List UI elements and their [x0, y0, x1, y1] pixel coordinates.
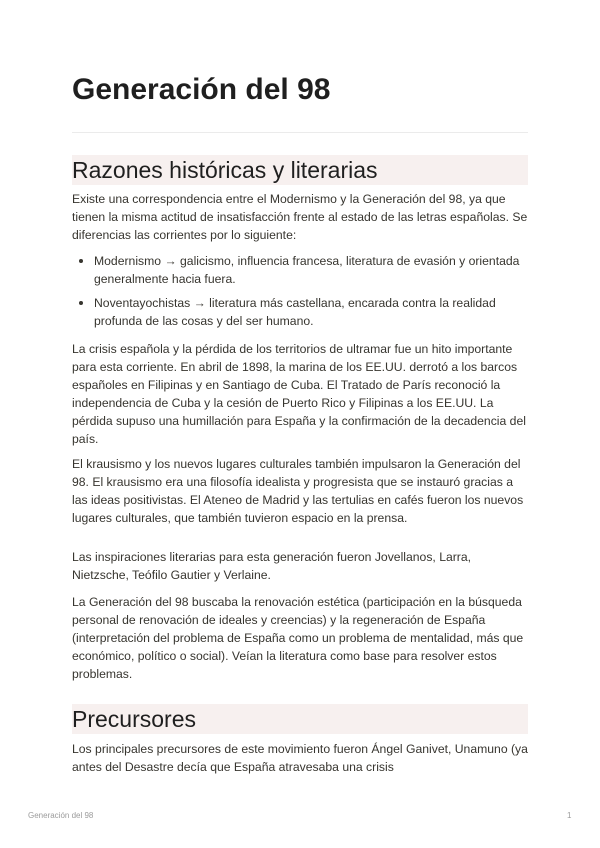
bullet-list [72, 252, 528, 330]
section-heading-razones: Razones históricas y literarias [72, 155, 528, 185]
footer-label: Generación del 98 [28, 811, 94, 820]
paragraph-crisis: La crisis española y la pérdida de los territorios de ultramar fue un hito importante para esta corriente. En abril de 1898, la marina de los EE.UU. derrotó a los barcos españoles en Filipinas y en Santiago de Cuba. El Tratado de París reconoció la independencia de Cuba y la cesión de Puerto Rico y Filipinas a los EE.UU. La pérdida supuso una humillación para España y la confirmación de la decadencia del país. [72, 342, 526, 446]
section-heading-precursores: Precursores [72, 704, 528, 734]
paragraph-inspiraciones: Las inspiraciones literarias para esta generación fueron Jovellanos, Larra, Nietzsche, Teófilo Gautier y Verlaine. [72, 550, 472, 582]
paragraph-krausismo: El krausismo y los nuevos lugares culturales también impulsaron la Generación del 98. El krausismo era una filosofía idealista y progresista que se instauró gracias a las ideas positivistas. El Ateneo de Madrid y las tertulias en cafés fueron los nuevos lugares culturales, que también tuvieron espacio en la prensa. [72, 457, 524, 525]
intro-paragraph: Existe una correspondencia entre el Modernismo y la Generación del 98, ya que tienen la misma actitud de insatisfacción frente al estado de las letras españolas. Se diferencias las corrientes por lo siguiente: [72, 192, 528, 242]
body-paragraph [72, 548, 528, 584]
body-paragraph [72, 340, 528, 448]
page-title: Generación del 98 [72, 73, 331, 106]
title-divider [72, 132, 528, 133]
body-paragraph [72, 593, 528, 683]
body-paragraph [72, 455, 528, 527]
paragraph-renovacion: La Generación del 98 buscaba la renovación estética (participación en la búsqueda personal de renovación de ideales y creencias) y la regeneración de España (interpretación del problema de España como un problema de mentalidad, más que económico, político o social). Veían la literatura como base para resolver estos problemas. [72, 595, 524, 681]
list-item: Noventayochistas → literatura más castellana, encarada contra la realidad profunda de las cosas y del ser humano. [72, 294, 528, 330]
footer-page-number: 1 [567, 811, 572, 820]
section-intro [72, 190, 528, 244]
list-item: Modernismo → galicismo, influencia francesa, literatura de evasión y orientada generalmente hacia fuera. [72, 252, 528, 288]
paragraph-precursores: Los principales precursores de este movimiento fueron Ángel Ganivet, Unamuno (ya antes del Desastre decía que España atravesaba una crisis [72, 742, 528, 774]
body-paragraph [72, 740, 528, 776]
